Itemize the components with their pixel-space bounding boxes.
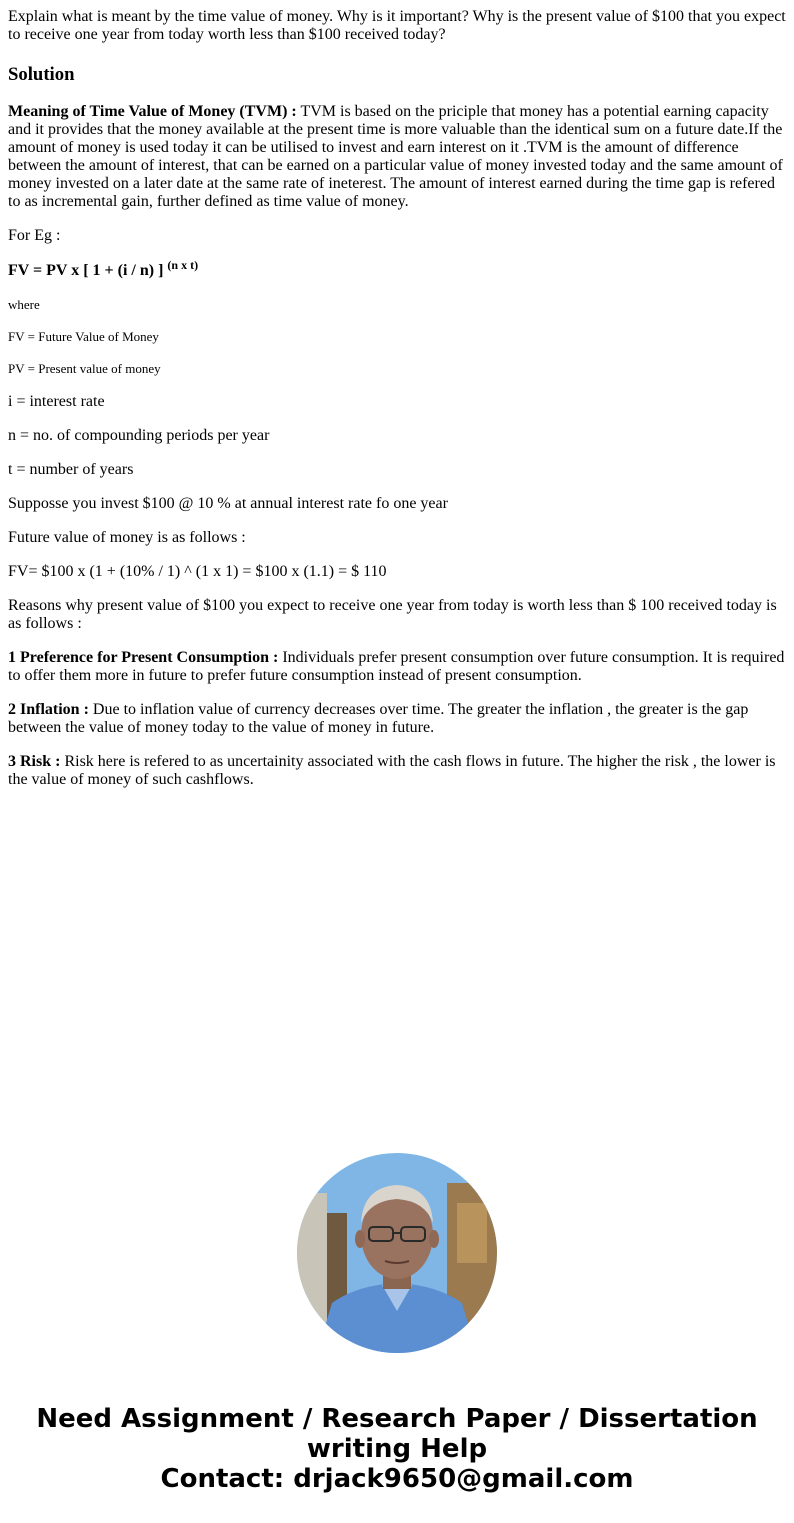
fv-calculation: FV= $100 x (1 + (10% / 1) ^ (1 x 1) = $100 x (1.1) = $ 110 bbox=[8, 563, 387, 580]
footer-line-1: Need Assignment / Research Paper / Dissertation bbox=[36, 1404, 758, 1434]
fv-formula bbox=[8, 258, 788, 281]
reason-label: 2 Inflation : bbox=[8, 701, 89, 718]
pv-definition: PV = Present value of money bbox=[8, 361, 161, 376]
tvm-label: Meaning of Time Value of Money (TVM) : bbox=[8, 103, 297, 120]
i-definition: i = interest rate bbox=[8, 393, 105, 410]
document-body bbox=[8, 8, 788, 805]
for-eg-label: For Eg : bbox=[8, 227, 61, 244]
formula-main: FV = PV x [ 1 + (i / n) ] bbox=[8, 262, 168, 279]
tvm-text: TVM is based on the priciple that money has a potential earning capacity and it provides that the money available at the present time is more valuable than the identical sum on a future date.If the amount of money is used today it can be utilised to invest and earn interest on it .TVM is the amount of difference between the amount of interest, that can be earned on a particular value of money invested today and the same amount of money invested on a later date at the same rate of ineterest. The amount of interest earned during the time gap is refered to as incremental gain, further defined as time value of money. bbox=[8, 103, 783, 210]
t-definition: t = number of years bbox=[8, 461, 134, 478]
footer-banner bbox=[0, 1404, 794, 1494]
n-definition: n = no. of compounding periods per year bbox=[8, 427, 270, 444]
reason-label: 1 Preference for Present Consumption : bbox=[8, 649, 279, 666]
fv-definition: FV = Future Value of Money bbox=[8, 329, 159, 344]
reasons-intro: Reasons why present value of $100 you expect to receive one year from today is worth less than $ 100 received today is as follows : bbox=[8, 597, 777, 632]
example-suppose: Supposse you invest $100 @ 10 % at annual interest rate fo one year bbox=[8, 495, 448, 512]
tvm-paragraph bbox=[8, 103, 788, 211]
author-avatar bbox=[297, 1153, 497, 1353]
formula-exponent: (n x t) bbox=[167, 258, 199, 272]
reason-item bbox=[8, 649, 788, 685]
footer-contact: Contact: drjack9650@gmail.com bbox=[160, 1464, 634, 1494]
reason-text: Risk here is refered to as uncertainity associated with the cash flows in future. The higher the risk , the lower is the value of money of such cashflows. bbox=[8, 753, 776, 788]
footer-line-2: writing Help bbox=[306, 1434, 488, 1464]
question-text: Explain what is meant by the time value of money. Why is it important? Why is the present value of $100 that you expect to receive one year from today worth less than $100 received today? bbox=[8, 8, 786, 43]
reason-item bbox=[8, 701, 788, 737]
reason-text: Individuals prefer present consumption over future consumption. It is required to offer them more in future to prefer future consumption instead of present consumption. bbox=[8, 649, 785, 684]
solution-heading: Solution bbox=[8, 64, 75, 85]
future-value-intro: Future value of money is as follows : bbox=[8, 529, 246, 546]
reason-text: Due to inflation value of currency decreases over time. The greater the inflation , the greater is the gap between the value of money today to the value of money in future. bbox=[8, 701, 749, 736]
reason-item bbox=[8, 753, 788, 789]
where-label: where bbox=[8, 297, 40, 312]
avatar-portrait-icon bbox=[297, 1153, 497, 1353]
reason-label: 3 Risk : bbox=[8, 753, 61, 770]
